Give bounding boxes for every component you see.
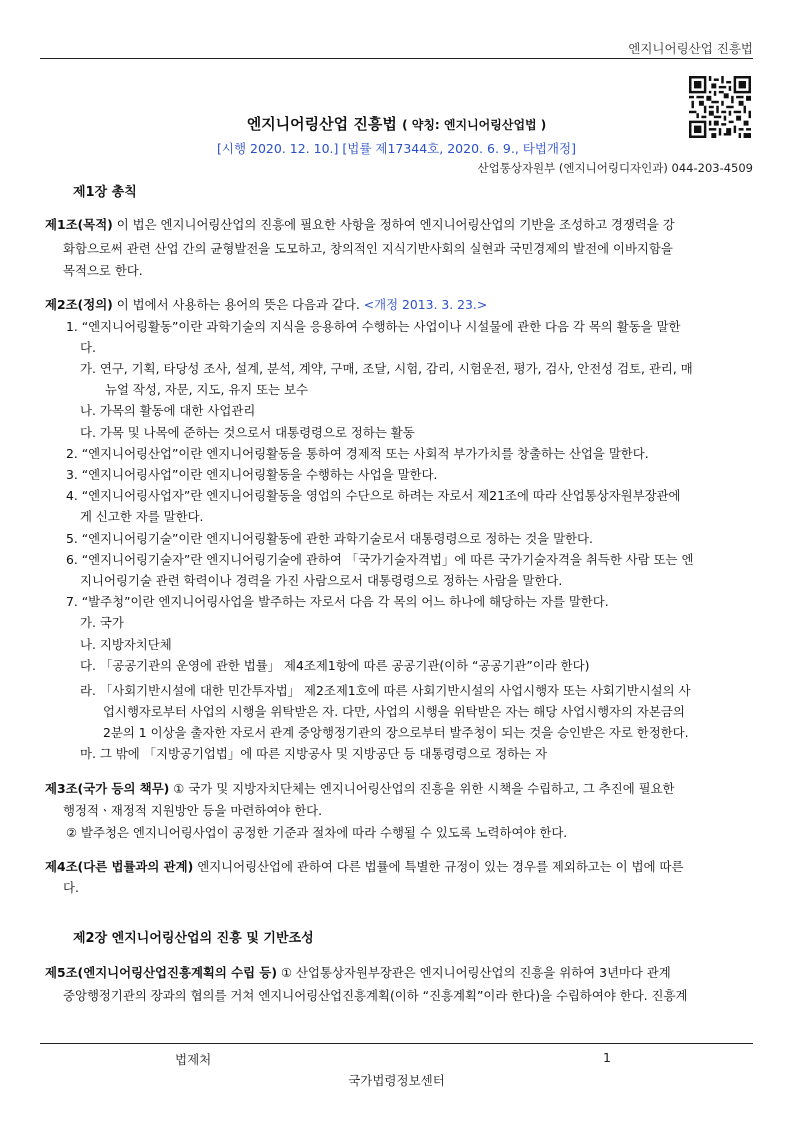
article-1-line-2: 화함으로써 관련 산업 간의 균형발전을 도모하고, 창의적인 지식기반사회의 실현과 국민경제의 발전에 이바지함을 (63, 241, 673, 256)
law-title-abbr: ( 약칭: 엔지니어링산업법 ) (402, 118, 547, 132)
article-4-heading: 제4조(다른 법률과의 관계) (45, 859, 194, 874)
article-5-line-2: 중앙행정기관의 장과의 협의를 거쳐 엔지니어링산업진흥계획(이하 “진흥계획”이라 한다)을 수립하여야 한다. 진흥계 (63, 988, 688, 1003)
enforcement-info[interactable]: [시행 2020. 12. 10.] [법률 제17344호, 2020. 6. 9., 타법개정] (217, 141, 576, 156)
article-2-item-line: 1. “엔지니어링활동”이란 과학기술의 지식을 응용하여 수행하는 사업이나 시설물에 관한 다음 각 목의 활동을 말한 (66, 319, 681, 334)
article-4-line-1: 제4조(다른 법률과의 관계) 엔지니어링산업에 관하여 다른 법률에 특별한 규정이 있는 경우를 제외하고는 이 법에 따른 (45, 859, 684, 874)
chapter-1-heading: 제1장 총칙 (73, 185, 137, 200)
chapter-2-heading: 제2장 엔지니어링산업의 진흥 및 기반조성 (73, 931, 314, 946)
article-2-item-line: 2분의 1 이상을 출자한 자로서 관계 중앙행정기관의 장으로부터 발주청이 되는 것을 승인받은 자로 한정한다. (103, 725, 689, 740)
footer-source: 법제처 (175, 1052, 212, 1067)
article-3-line-2: 행정적ㆍ재정적 지원방안 등을 마련하여야 한다. (63, 803, 323, 818)
article-2-item-line: 다. 가목 및 나목에 준하는 것으로서 대통령령으로 정하는 활동 (80, 425, 415, 440)
article-2-item-line: 7. “발주청”이란 엔지니어링사업을 발주하는 자로서 다음 각 목의 어느 하나에 해당하는 자를 말한다. (66, 594, 609, 609)
article-2-item-line: 나. 지방자치단체 (80, 637, 172, 652)
article-2-item-line: 2. “엔지니어링산업”이란 엔지니어링활동을 통하여 경제적 또는 사회적 부가가치를 창출하는 산업을 말한다. (66, 446, 649, 461)
article-1-heading: 제1조(목적) (45, 217, 113, 232)
page-number: 1 (603, 1050, 611, 1065)
article-2-item-line: 뉴얼 작성, 자문, 지도, 유지 또는 보수 (105, 382, 309, 397)
article-2-item-line: 업시행자로부터 사업의 시행을 위탁받은 자. 다만, 사업의 시행을 위탁받은 자는 해당 사업시행자의 자본금의 (103, 704, 685, 719)
article-5-line-1: 제5조(엔지니어링산업진흥계획의 수립 등) ① 산업통상자원부장관은 엔지니어링산업의 진흥을 위하여 3년마다 관계 (45, 965, 671, 980)
article-3-line-1: 제3조(국가 등의 책무) ① 국가 및 지방자치단체는 엔지니어링산업의 진흥을 위한 시책을 수립하고, 그 추진에 필요한 (45, 781, 675, 796)
article-4-line-2: 다. (63, 880, 79, 895)
article-2-item-line: 6. “엔지니어링기술자”란 엔지니어링기술에 관하여 「국가기술자격법」에 따른 국가기술자격을 취득한 사람 또는 엔 (66, 552, 694, 567)
article-5-heading: 제5조(엔지니어링산업진흥계획의 수립 등) (45, 965, 278, 980)
header-divider (40, 58, 753, 59)
article-2-item-line: 라. 「사회기반시설에 대한 민간투자법」 제2조제1호에 따른 사회기반시설의 사업시행자 또는 사회기반시설의 사 (80, 683, 691, 698)
article-2-item-line: 가. 연구, 기획, 타당성 조사, 설계, 분석, 계약, 구매, 조달, 시험, 감리, 시험운전, 평가, 검사, 안전성 검토, 관리, 매 (80, 361, 693, 376)
law-title (0, 113, 793, 134)
article-2-item-line: 나. 가목의 활동에 대한 사업관리 (80, 403, 256, 418)
article-2-item-line: 5. “엔지니어링기술”이란 엔지니어링활동에 관한 과학기술로서 대통령령으로 정하는 것을 말한다. (66, 531, 593, 546)
running-header: 엔지니어링산업 진흥법 (628, 41, 753, 56)
article-1-line-1: 제1조(목적) 이 법은 엔지니어링산업의 진흥에 필요한 사항을 정하여 엔지니어링산업의 기반을 조성하고 경쟁력을 강 (45, 217, 675, 232)
article-2-item-line: 다. (80, 340, 96, 355)
article-3-line-3: ② 발주청은 엔지니어링사업이 공정한 기준과 절차에 따라 수행될 수 있도록 노력하여야 한다. (66, 825, 568, 840)
article-1-line-3: 목적으로 한다. (63, 263, 143, 278)
article-2-item-line: 지니어링기술 관련 학력이나 경력을 가진 사람으로서 대통령령으로 정하는 사람을 말한다. (80, 573, 563, 588)
article-2-item-line: 4. “엔지니어링사업자”란 엔지니어링활동을 영업의 수단으로 하려는 자로서 제21조에 따라 산업통상자원부장관에 (66, 488, 681, 503)
article-2-item-line: 마. 그 밖에 「지방공기업법」에 따른 지방공사 및 지방공단 등 대통령령으로 정하는 자 (80, 746, 548, 761)
article-2-item-line: 가. 국가 (80, 615, 124, 630)
footer-center: 국가법령정보센터 (348, 1073, 445, 1088)
department-contact: 산업통상자원부 (엔지니어링디자인과) 044-203-4509 (477, 161, 753, 175)
article-2-item-line: 다. 「공공기관의 운영에 관한 법률」 제4조제1항에 따른 공공기관(이하 “공공기관”이라 한다) (80, 658, 590, 673)
footer-divider (40, 1043, 753, 1044)
law-title-main: 엔지니어링산업 진흥법 (246, 115, 397, 133)
article-2-item-line: 3. “엔지니어링사업”이란 엔지니어링활동을 수행하는 사업을 말한다. (66, 467, 438, 482)
amendment-link[interactable]: <개정 2013. 3. 23.> (363, 297, 488, 312)
article-2-line-1: 제2조(정의) 이 법에서 사용하는 용어의 뜻은 다음과 같다. <개정 2013. 3. 23.> (45, 297, 488, 312)
article-2-item-line: 게 신고한 자를 말한다. (80, 509, 204, 524)
article-3-heading: 제3조(국가 등의 책무) (45, 781, 170, 796)
article-2-heading: 제2조(정의) (45, 297, 113, 312)
